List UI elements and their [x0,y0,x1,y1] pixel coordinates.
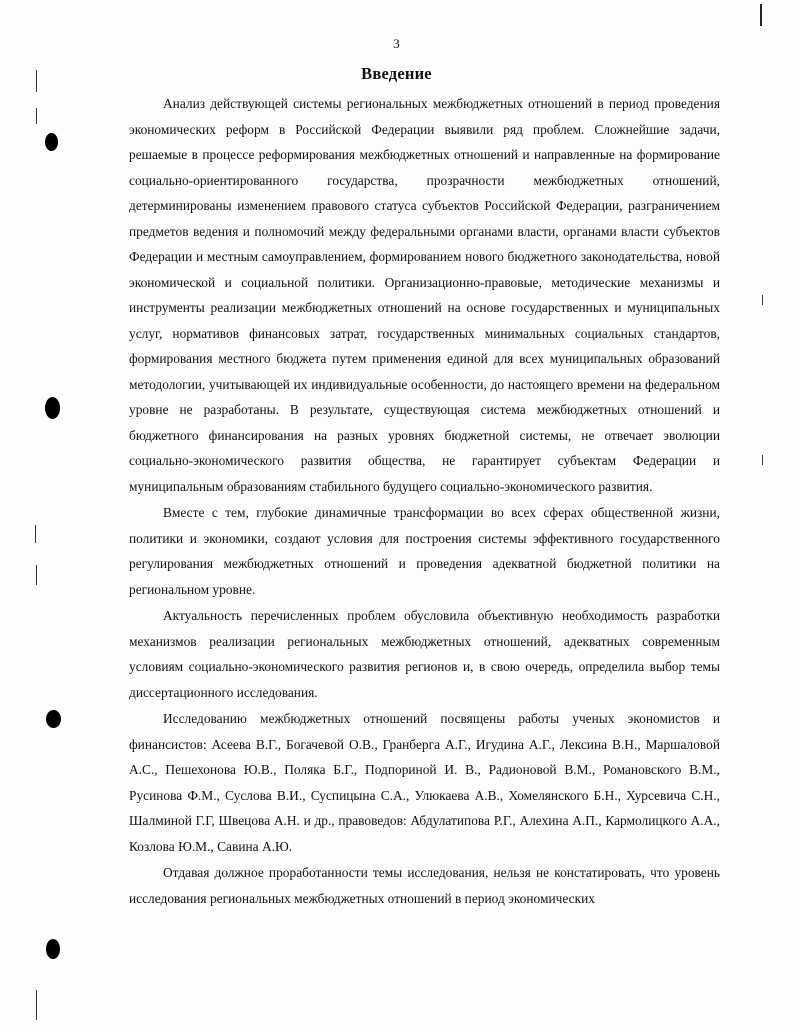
scan-edge-line [35,525,36,543]
page-title: Введение [361,64,432,83]
page-number: 3 [393,36,400,51]
scan-edge-line [762,455,763,465]
punch-hole-mark [45,397,60,419]
scan-edge-line [762,295,763,305]
punch-hole-mark [46,939,60,959]
scan-edge-line [36,990,37,1020]
paragraph: Вместе с тем, глубокие динамичные трансформации во всех сферах общественной жизни, политики и экономики, создают условия для построения системы эффективного государственного регулирования межбюджетных отношений и проведения адекватной бюджетной политики на региональном уровне. [129,505,720,597]
scan-edge-line [36,565,37,585]
body-text [129,91,720,912]
scan-edge-line [760,4,762,26]
punch-hole-mark [46,710,61,728]
paragraph: Исследованию межбюджетных отношений посвящены работы ученых экономистов и финансистов: Асеева В.Г., Богачевой О.В., Гранберга А.Г., Игудина А.Г., Лексина В.Н., Маршаловой А.С., Пешехонова Ю.В., Поляка Б.Г., Подпориной И. В., Радионовой В.М., Романовского В.М., Русинова Ф.М., Суслова В.И., Суспицына С.А., Улюкаева А.В., Хомелянского Б.Н., Хурсевича С.Н., Шалминой Г.Г, Швецова А.Н. и др., правоведов: Абдулатипова Р.Г., Алехина А.П., Кармолицкого А.А., Козлова Ю.М., Савина А.Ю. [129,711,720,854]
paragraph: Актуальность перечисленных проблем обусловила объективную необходимость разработки механизмов реализации региональных межбюджетных отношений, адекватных современным условиям социально-экономического развития регионов и, в свою очередь, определила выбор темы диссертационного исследования. [129,608,720,700]
scan-edge-line [36,108,37,124]
paragraph: Анализ действующей системы региональных межбюджетных отношений в период проведения экономических реформ в Российской Федерации выявили ряд проблем. Сложнейшие задачи, решаемые в процессе реформирования межбюджетных отношений и направленные на формирование социально-ориентированного государства, прозрачности межбюджетных отношений, детерминированы изменением правового статуса субъектов Российской Федерации, разграничением предметов ведения и полномочий между федеральными органами власти, органами власти субъектов Федерации и местным самоуправлением, формированием нового бюджетного законодательства, новой экономической и социальной политики. Организационно-правовые, методические механизмы и инструменты реализации межбюджетных отношений на основе государственных и муниципальных услуг, нормативов финансовых затрат, государственных минимальных социальных стандартов, формирования местного бюджета путем применения единой для всех муниципальных образований методологии, учитывающей их индивидуальные особенности, до настоящего времени на федеральном уровне не разработаны. В результате, существующая система межбюджетных отношений и бюджетного финансирования на разных уровнях бюджетной системы, не отвечает эволюции социально-экономического развития общества, не гарантирует субъектам Федерации и муниципальным образованиям стабильного будущего социально-экономического развития. [129,96,720,494]
paragraph: Отдавая должное проработанности темы исследования, нельзя не констатировать, что уровень исследования региональных межбюджетных отношений в период экономических [129,865,720,906]
punch-hole-mark [45,133,58,151]
